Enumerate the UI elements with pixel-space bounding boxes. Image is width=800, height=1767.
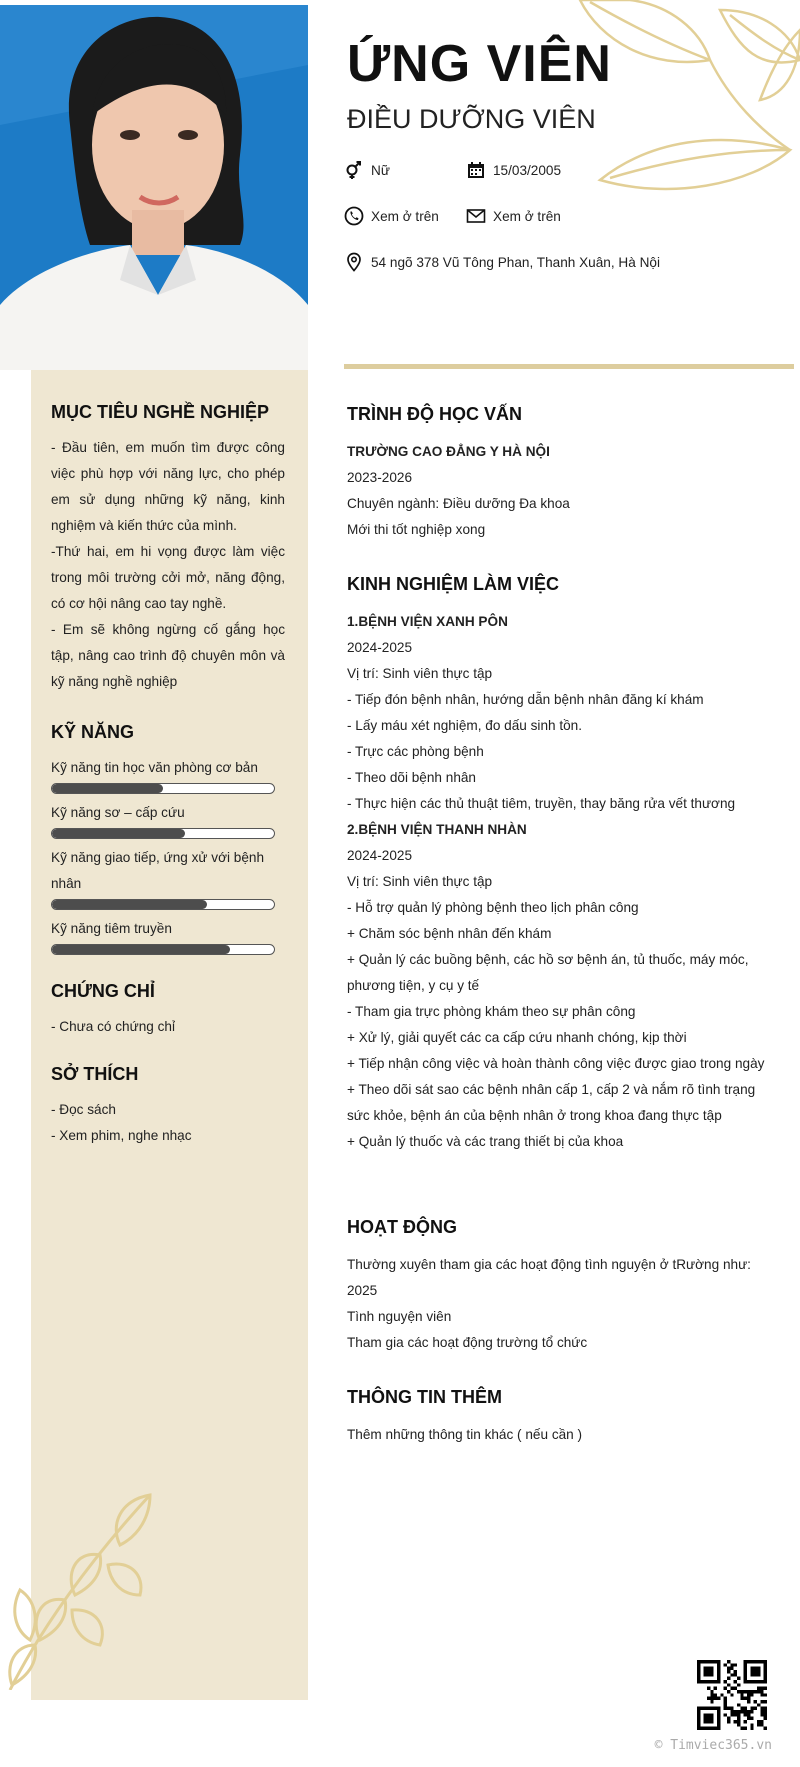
activity-line: Tham gia các hoạt động trường tổ chức	[347, 1335, 588, 1350]
company-name: 2.BỆNH VIỆN THANH NHÀN	[347, 822, 527, 837]
education-title: TRÌNH ĐỘ HỌC VẤN	[347, 404, 522, 424]
hobby-item: - Đọc sách	[51, 1102, 116, 1117]
experience-line: + Quản lý thuốc và các trang thiết bị của khoa	[347, 1134, 624, 1149]
skills-title: KỸ NĂNG	[51, 722, 135, 742]
job-title: ĐIỀU DƯỠNG VIÊN	[347, 104, 596, 134]
certificates-title: CHỨNG CHỈ	[51, 981, 155, 1001]
experience-line: - Hỗ trợ quản lý phòng bệnh theo lịch phân công	[347, 900, 639, 915]
objective-section	[51, 402, 285, 695]
envelope-icon	[466, 206, 486, 226]
more-info-title: THÔNG TIN THÊM	[347, 1387, 502, 1407]
objective-paragraph: - Đầu tiên, em muốn tìm được công việc phù hợp với năng lực, cho phép em sử dụng những kỹ năng, kinh nghiệm và kiến thức của mình.	[51, 440, 285, 533]
education-line: 2023-2026	[347, 470, 413, 485]
school-name: TRƯỜNG CAO ĐẲNG Y HÀ NỘI	[347, 444, 550, 459]
objective-title: MỤC TIÊU NGHỀ NGHIỆP	[51, 402, 270, 422]
address-info	[344, 252, 660, 272]
hobbies-section	[51, 1064, 285, 1149]
candidate-name: ỨNG VIÊN	[347, 35, 612, 93]
experience-section	[347, 574, 767, 1155]
skill-bar-fill	[52, 900, 207, 909]
skill-bar	[51, 944, 275, 955]
objective-paragraph: - Em sẽ không ngừng cố gắng học tập, nâng cao trình độ chuyên môn và kỹ năng nghề nghiệp	[51, 622, 285, 689]
skill-bar-fill	[52, 829, 185, 838]
skill-bar-fill	[52, 784, 163, 793]
education-line: Mới thi tốt nghiệp xong	[347, 522, 486, 537]
experience-line: - Lấy máu xét nghiệm, đo dấu sinh tồn.	[347, 718, 583, 733]
experience-line: + Quản lý các buồng bệnh, các hồ sơ bệnh án, tủ thuốc, máy móc, phương tiện, y cụ y tế	[347, 952, 749, 993]
experience-line: - Tham gia trực phòng khám theo sự phân công	[347, 1004, 636, 1019]
experience-line: Vị trí: Sinh viên thực tập	[347, 666, 493, 681]
experience-line: + Tiếp nhận công việc và hoàn thành công việc được giao trong ngày	[347, 1056, 765, 1071]
more-info-section	[347, 1387, 767, 1448]
experience-line: - Thực hiện các thủ thuật tiêm, truyền, thay băng rửa vết thương	[347, 796, 736, 811]
activities-title: HOẠT ĐỘNG	[347, 1217, 457, 1237]
skill-bar-fill	[52, 945, 230, 954]
header-divider	[344, 364, 794, 369]
experience-line: - Theo dõi bệnh nhân	[347, 770, 476, 785]
activity-line: Thường xuyên tham gia các hoạt động tình nguyện ở tRường như:	[347, 1257, 751, 1272]
experience-line: - Trực các phòng bệnh	[347, 744, 484, 759]
experience-line: 2024-2025	[347, 848, 413, 863]
hobbies-title: SỞ THÍCH	[51, 1064, 139, 1084]
address-value: 54 ngõ 378 Vũ Tông Phan, Thanh Xuân, Hà Nội	[371, 254, 660, 270]
birthday-value: 15/03/2005	[493, 162, 562, 178]
gender-info	[344, 160, 390, 180]
candidate-photo	[0, 5, 308, 370]
experience-line: 2024-2025	[347, 640, 413, 655]
email-info	[466, 206, 561, 226]
experience-title: KINH NGHIỆM LÀM VIỆC	[347, 574, 560, 594]
skill-label: Kỹ năng tiêm truyền	[51, 921, 172, 936]
experience-line: + Xử lý, giải quyết các ca cấp cứu nhanh chóng, kịp thời	[347, 1030, 687, 1045]
hobby-item: - Xem phim, nghe nhạc	[51, 1128, 192, 1143]
skill-label: Kỹ năng sơ – cấp cứu	[51, 805, 185, 820]
skill-bar	[51, 899, 275, 910]
experience-line: - Tiếp đón bệnh nhân, hướng dẫn bệnh nhân đăng kí khám	[347, 692, 704, 707]
more-info-line: Thêm những thông tin khác ( nếu cần )	[347, 1427, 583, 1442]
certificate-item: - Chưa có chứng chỉ	[51, 1019, 175, 1034]
gender-icon	[344, 160, 364, 180]
calendar-icon	[466, 160, 486, 180]
education-line: Chuyên ngành: Điều dưỡng Đa khoa	[347, 496, 570, 511]
education-section	[347, 404, 767, 543]
leaf-decoration-bottom	[0, 1480, 160, 1690]
objective-paragraph: -Thứ hai, em hi vọng được làm việc trong môi trường cởi mở, năng động, có cơ hội nâng cao tay nghề.	[51, 544, 285, 611]
leaf-decoration-top	[560, 0, 800, 210]
experience-line: + Theo dõi sát sao các bệnh nhân cấp 1, cấp 2 và nắm rõ tình trạng sức khỏe, bệnh án của bệnh nhân ở trong khoa đang thực tập	[347, 1082, 756, 1123]
certificates-section	[51, 981, 285, 1040]
email-value: Xem ở trên	[493, 208, 561, 224]
skill-bar	[51, 828, 275, 839]
phone-icon	[344, 206, 364, 226]
phone-value: Xem ở trên	[371, 208, 439, 224]
watermark: © Timviec365.vn	[654, 1738, 772, 1753]
skills-section	[51, 722, 285, 961]
experience-line: Vị trí: Sinh viên thực tập	[347, 874, 493, 889]
qr-code	[697, 1660, 767, 1730]
gender-value: Nữ	[371, 162, 390, 178]
activity-line: 2025	[347, 1283, 378, 1298]
location-pin-icon	[344, 252, 364, 272]
company-name: 1.BỆNH VIỆN XANH PÔN	[347, 614, 508, 629]
activities-section	[347, 1217, 767, 1356]
skill-label: Kỹ năng giao tiếp, ứng xử với bệnh nhân	[51, 850, 265, 891]
activity-line: Tình nguyện viên	[347, 1309, 452, 1324]
skill-label: Kỹ năng tin học văn phòng cơ bản	[51, 760, 258, 775]
skill-bar	[51, 783, 275, 794]
phone-info	[344, 206, 439, 226]
birthday-info	[466, 160, 561, 180]
experience-line: + Chăm sóc bệnh nhân đến khám	[347, 926, 552, 941]
